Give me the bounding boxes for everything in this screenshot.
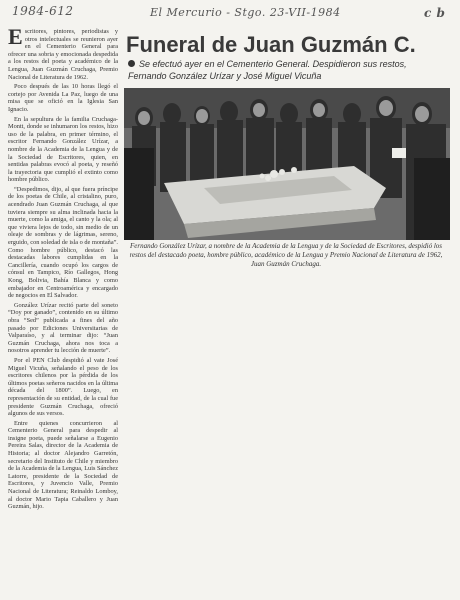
handwritten-source: El Mercurio - Stgo. 23-VII-1984 xyxy=(150,6,341,19)
handwritten-mark: c b xyxy=(424,6,446,20)
article-paragraph: Poco después de las 10 horas llegó el cortejo por Avenida La Paz, luego de una misa que se ofició en la Iglesia San Ignacio. xyxy=(8,83,118,113)
article-paragraph: “Despedimos, dijo, al que fuera príncipe de los poetas de Chile, al cristalino, puro, acendrado Juan Guzmán Cruchaga, al que tuviera siempre su alma inclinada hacia la muerte, como la amiga, el canto y la ola; al que viviera lejos de todo, sin medio de un oleaje de sombras y de lágrimas, sereno, erguido, con soledad de isla o de montaña”. Como hombre público, destacó las destacadas labores cumplidas en la Cancillería, cuando ocupó los cargos de cónsul en Tampico, Río Gallegos, Hong Kong, Bolivia, Bahía Blanca y como embajador en Centroamérica y encargado de negocios en El Salvador. xyxy=(8,185,118,300)
article-title: Funeral de Juan Guzmán C. xyxy=(126,32,416,57)
funeral-photo xyxy=(124,88,450,240)
article-paragraph: En la sepultura de la familia Cruchaga-Montt, donde se inhumaron los restos, hizo uso de la palabra, en primer término, el escritor Fernando González Urízar, a nombre de la Academia de la Lengua y de la Sociedad de Escritores, quien, en sentidas palabras evocó al poeta, y reseñó la trayectoria que cumplió el extinto como hombre público. xyxy=(8,115,118,184)
drop-cap: E xyxy=(8,28,23,49)
subtitle-text: Se efectuó ayer en el Cementerio General. Despidieron sus restos, Fernando González Urízar y José Miguel Vicuña xyxy=(128,59,407,81)
funeral-photo-image xyxy=(124,88,450,240)
handwritten-reference: 1984-612 xyxy=(12,4,74,18)
bullet-icon xyxy=(128,60,135,67)
article-paragraph: González Urízar recitó parte del soneto “Doy por ganado”, contenido en su último obra “Sed” publicada a fines del año pasado por Ediciones Universitarias de Valparaíso, y al terminar dijo: “Juan Guzmán Cruchaga, ahora nos toca a nosotros aprender tu lección de muerte”. xyxy=(8,301,118,355)
article-paragraph: scritores, pintores, periodistas y otros intelectuales se reunieron ayer en el Cementerio General para ofrecer una sobria y emocionada despedida a los restos del poeta y académico de la Lengua, Juan Guzmán Cruchaga, Premio Nacional de Literatura de 1962. xyxy=(8,28,118,81)
article-body-column xyxy=(8,28,118,598)
article-subtitle xyxy=(128,58,444,82)
article-paragraph: Entre quienes concurrieron al Cementerio General para despedir al insigne poeta, puede señalarse a Eugenio Pereira Salas, director de la Academia de Historia; al doctor Alejandro Garretón, secretario del Instituto de Chile y miembro de la Academia de la Lengua, Luis Sánchez Latorre, presidente de la Sociedad de Escritores, y Juvencio Valle, Premio Nacional de Literatura; Reinaldo Lomboy, al doctor Mario Tapia Caballero y Juan Guzmán, hijo. xyxy=(8,419,118,511)
photo-caption: Fernando González Urízar, a nombre de la Academia de la Lengua y de la Sociedad de Escritores, despidió los restos del destacado poeta, hombre público, académico de la Lengua y Premio Nacional de Literatura de 1962, Juan Guzmán Cruchaga. xyxy=(129,242,443,268)
article-paragraph: Por el PEN Club despidió al vate José Miguel Vicuña, señalando el peso de los escritores chilenos por la pérdida de los últimos poetas señeros nacidos en la última década del 1800”. Luego, en representación de su entidad, de la cual fue presidente Guzmán Cruchaga, ofreció algunos de sus versos. xyxy=(8,356,118,418)
